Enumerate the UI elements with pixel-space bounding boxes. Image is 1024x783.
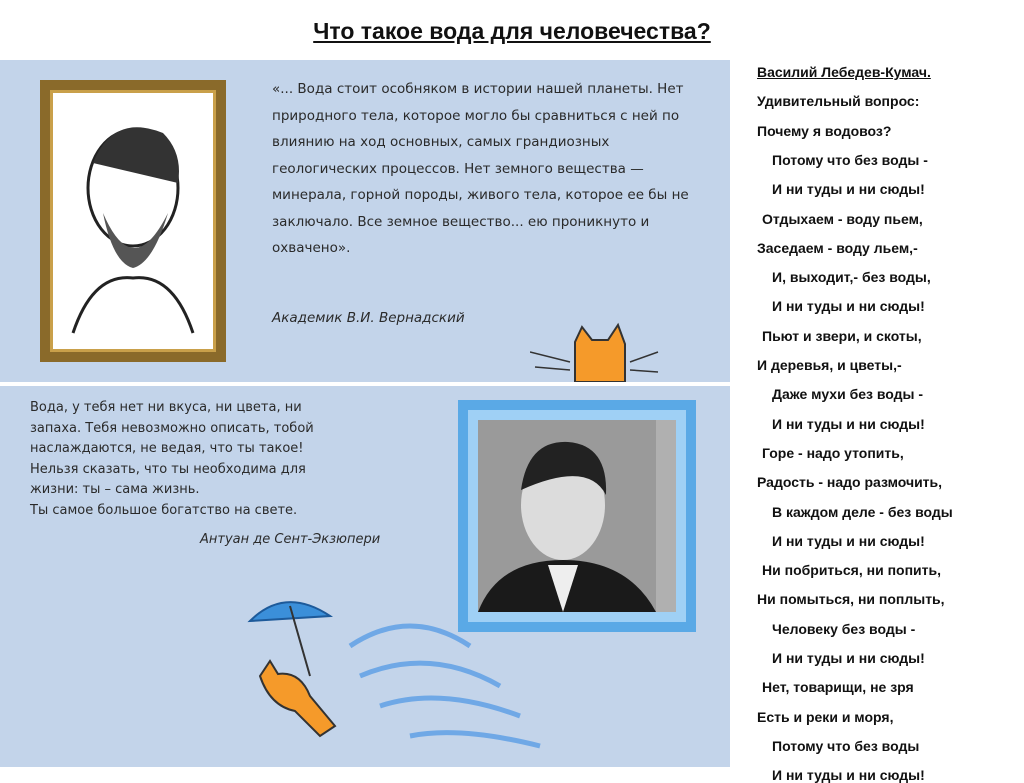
quote-line: запаха. Тебя невозможно описать, тобой bbox=[30, 420, 314, 436]
poem-line: И ни туды и ни сюды! bbox=[772, 767, 925, 783]
cat-with-umbrella-icon bbox=[240, 586, 570, 766]
quote-line: Вода, у тебя нет ни вкуса, ни цвета, ни bbox=[30, 400, 302, 415]
poem-line: Горе - надо утопить, bbox=[762, 444, 904, 461]
poem-line: И ни туды и ни сюды! bbox=[772, 298, 925, 315]
poem-line: И ни туды и ни сюды! bbox=[772, 415, 925, 432]
poem-line: И, выходит,- без воды, bbox=[772, 269, 931, 286]
vernadsky-quote: «... Вода стоит особняком в истории нашей планеты. Нет природного тела, которое могло бы сравниться с ней по влиянию на ход основных, самых грандиозных геологических процессов. Нет земного вещества — минерала, горной породы, живого тела, которое ее бы не заключало. Все земное вещество... ею проникнуто и охвачено». bbox=[272, 81, 689, 256]
exupery-panel bbox=[0, 386, 730, 767]
poem-line: Нет, товарищи, не зря bbox=[762, 679, 914, 696]
quote-line: Нельзя сказать, что ты необходима для bbox=[30, 461, 306, 477]
poem-line: В каждом деле - без воды bbox=[772, 503, 953, 520]
slide-title: Что такое вода для человечества? bbox=[313, 18, 711, 44]
poem-line: Человеку без воды - bbox=[772, 620, 916, 637]
poem-line: Потому что без воды - bbox=[772, 151, 928, 168]
poem-line: И ни туды и ни сюды! bbox=[772, 181, 925, 198]
quote-line: Ты самое большое богатство на свете. bbox=[30, 502, 298, 518]
poem-line: И деревья, и цветы,- bbox=[757, 357, 902, 373]
vernadsky-portrait-frame bbox=[40, 80, 226, 362]
cat-icon bbox=[530, 322, 660, 382]
poem-line: Ни помыться, ни поплыть, bbox=[757, 591, 945, 608]
portrait-sketch-icon bbox=[53, 93, 207, 343]
poem-line: И ни туды и ни сюды! bbox=[772, 650, 925, 666]
poem-line: Потому что без воды bbox=[772, 737, 920, 754]
poem-line: Удивительный вопрос: bbox=[757, 93, 920, 110]
quote-line: жизни: ты – сама жизнь. bbox=[30, 482, 200, 497]
poem-line: Почему я водовоз? bbox=[757, 122, 892, 139]
poem-line: Пьют и звери, и скоты, bbox=[762, 327, 922, 344]
poem-line: Даже мухи без воды - bbox=[772, 386, 924, 403]
vernadsky-portrait bbox=[50, 90, 216, 352]
poem-line: Радость - надо размочить, bbox=[757, 474, 943, 491]
exupery-quote bbox=[30, 398, 450, 521]
exupery-author: Антуан де Сент-Экзюпери bbox=[200, 532, 381, 547]
poem-line: Ни побриться, ни попить, bbox=[762, 562, 941, 579]
exupery-portrait bbox=[478, 420, 676, 612]
portrait-photo-icon bbox=[478, 420, 656, 612]
poem-author: Василий Лебедев-Кумач. bbox=[757, 64, 931, 80]
poem-line: Есть и реки и моря, bbox=[757, 708, 894, 725]
quote-line: наслаждаются, не ведая, что ты такое! bbox=[30, 441, 304, 456]
poem-line: И ни туды и ни сюды! bbox=[772, 532, 925, 549]
vernadsky-panel bbox=[0, 60, 730, 382]
poem-line: Заседаем - воду льем,- bbox=[757, 239, 918, 256]
vernadsky-author: Академик В.И. Вернадский bbox=[272, 310, 465, 326]
poem-line: Отдыхаем - воду пьем, bbox=[762, 210, 923, 227]
